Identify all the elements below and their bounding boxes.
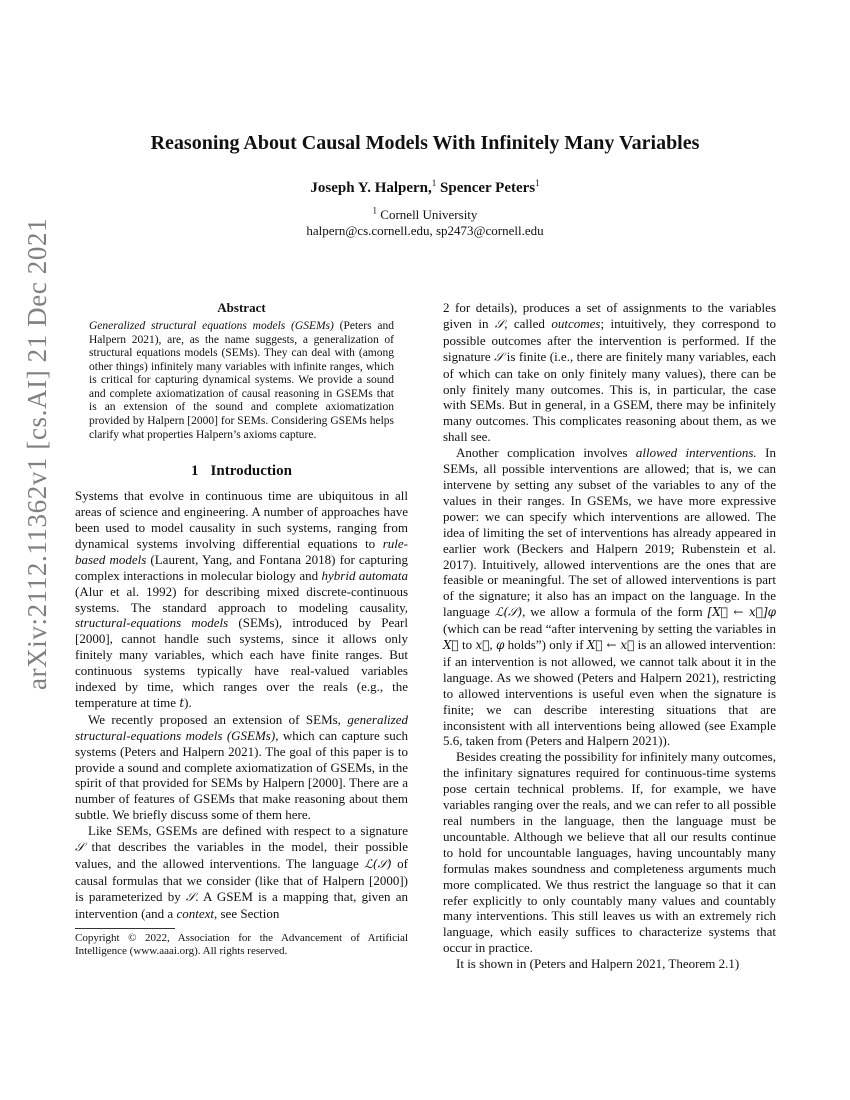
- intro-paragraph-5: Another complication involves allowed interventions. In SEMs, all possible interventions are allowed; that is, we can intervene by setting any subset of the variables to any of the values in their ranges. In GSEMs, we have more expressive power: we can specify which interventions are allowed. The idea of limiting the set of interventions has already appeared in earlier work (Beckers and Halpern 2019; Rubenstein et al. 2017). Intuitively, allowed interventions are the ones that are feasible or meaningful. The set of allowed interventions is part of the signature; it also has an impact on the language. In the language ℒ(𝒮), we allow a formula of the form [X⃗ ← x⃗]φ (which can be read “after intervening by setting the variables in X⃗ to x⃗, φ holds”) only if X⃗ ← x⃗ is an allowed intervention: if an intervention is not allowed, we cannot talk about it in the language. As we showed (Peters and Halpern 2021), restricting to allowed interventions is useful even when the signature is finite; we can describe interesting situations that are inconsistent with all interventions being allowed (see Example 5.6, taken from (Peters and Halpern 2021)).: [443, 445, 776, 749]
- abstract-heading: Abstract: [217, 300, 266, 315]
- intro-paragraph-2: We recently proposed an extension of SEMs, generalized structural-equations models (GSEMs), which can capture such systems (Peters and Halpern 2021). The goal of this paper is to provide a sound and complete axiomatization of GSEMs, in the spirit of that provided for SEMs by Halpern [2000]. There are a number of features of GSEMs that make reasoning about them subtle. We briefly discuss some of them here.: [75, 711, 408, 823]
- intro-paragraph-1: Systems that evolve in continuous time are ubiquitous in all areas of science and engineering. A number of approaches have been used to model causality in such systems, ranging from dynamical systems involving differential equations to rule-based models (Laurent, Yang, and Fontana 2018) for capturing complex interactions in molecular biology and hybrid automata (Alur et al. 1992) for describing mixed discrete-continuous systems. The standard approach to modeling causality, structural-equations models (SEMs), introduced by Pearl [2000], cannot handle such systems, since it allows only finitely many variables, which each have finite ranges. But continuous systems typically have real-valued variables indexed by time, which ranges over the reals (e.g., the temperature at time t).: [75, 488, 408, 710]
- affiliation: [0, 207, 850, 223]
- abstract-rest: (Peters and Halpern 2021), are, as the name suggests, a generalization of structural equations models (SEMs). They can deal with (among other things) infinitely many variables with infinite ranges, which is critical for capturing dynamical systems. We provide a sound and complete axiomatization of causal reasoning in GSEMs that is an extension of the sound and complete axiomatization provided by Halpern [2000] for SEMs. Considering GSEMs helps clarify what properties Halpern’s axioms capture.: [89, 319, 394, 441]
- affiliation-mark: 1: [535, 178, 540, 188]
- author-list: [0, 180, 850, 197]
- copyright-footnote: Copyright © 2022, Association for the Advancement of Artificial Intelligence (www.aaai.org). All rights reserved.: [75, 931, 408, 957]
- author-halpern: Joseph Y. Halpern,: [310, 180, 432, 196]
- section-heading-introduction: [75, 464, 408, 480]
- affiliation-mark: 1: [431, 178, 437, 188]
- author-emails: halpern@cs.cornell.edu, sp2473@cornell.edu: [306, 223, 544, 238]
- intro-paragraph-6: Besides creating the possibility for infinitely many outcomes, the infinitary signatures required for continuous-time systems pose certain technical problems. If, for example, we have variables ranging over the reals, and we can refer to all possible real numbers in the language, then the language must be uncountable. Although we believe that all our results continue to hold for uncountable languages, having uncountably many formulas makes soundness and completeness arguments much more complicated. We thus restrict the language so that it can refer explicitly to only countably many values and countably many interventions. This still leaves us with an extremely rich language, which easily suffices to characterize systems that occur in practice.: [443, 749, 776, 956]
- left-column: [75, 300, 408, 958]
- right-column: [443, 300, 776, 972]
- paper-title: Reasoning About Causal Models With Infinitely Many Variables: [150, 132, 700, 154]
- section-title: Introduction: [210, 463, 292, 480]
- abstract-text: [75, 320, 408, 442]
- intro-paragraph-7: It is shown in (Peters and Halpern 2021, Theorem 2.1): [456, 956, 740, 972]
- footnote-rule: [75, 928, 175, 929]
- affiliation-mark: 1: [372, 205, 378, 216]
- section-number: 1: [191, 463, 199, 480]
- author-peters: Spencer Peters: [440, 180, 536, 196]
- arxiv-watermark: arXiv:2112.11362v1 [cs.AI] 21 Dec 2021: [22, 217, 52, 690]
- intro-paragraph-4: 2 for details), produces a set of assignments to the variables given in 𝒮, called outcomes; intuitively, they correspond to possible outcomes after the intervention is performed. If the signature 𝒮 is finite (i.e., there are finitely many variables, each of which can take on only finitely many values), there can be only finitely many outcomes. This is, in particular, the case with SEMs. But in general, in a GSEM, there may be infinitely many outcomes. This complicates reasoning about them, as we shall see.: [443, 300, 776, 445]
- affiliation-name: Cornell University: [380, 207, 478, 222]
- intro-paragraph-3: Like SEMs, GSEMs are defined with respect to a signature 𝒮 that describes the variables in the model, their possible values, and the allowed interventions. The language ℒ(𝒮) of causal formulas that we consider (like that of Halpern [2000]) is parameterized by 𝒮. A GSEM is a mapping that, given an intervention (and a context, see Section: [75, 823, 408, 921]
- abstract-italic: Generalized structural equations models (GSEMs): [89, 319, 334, 332]
